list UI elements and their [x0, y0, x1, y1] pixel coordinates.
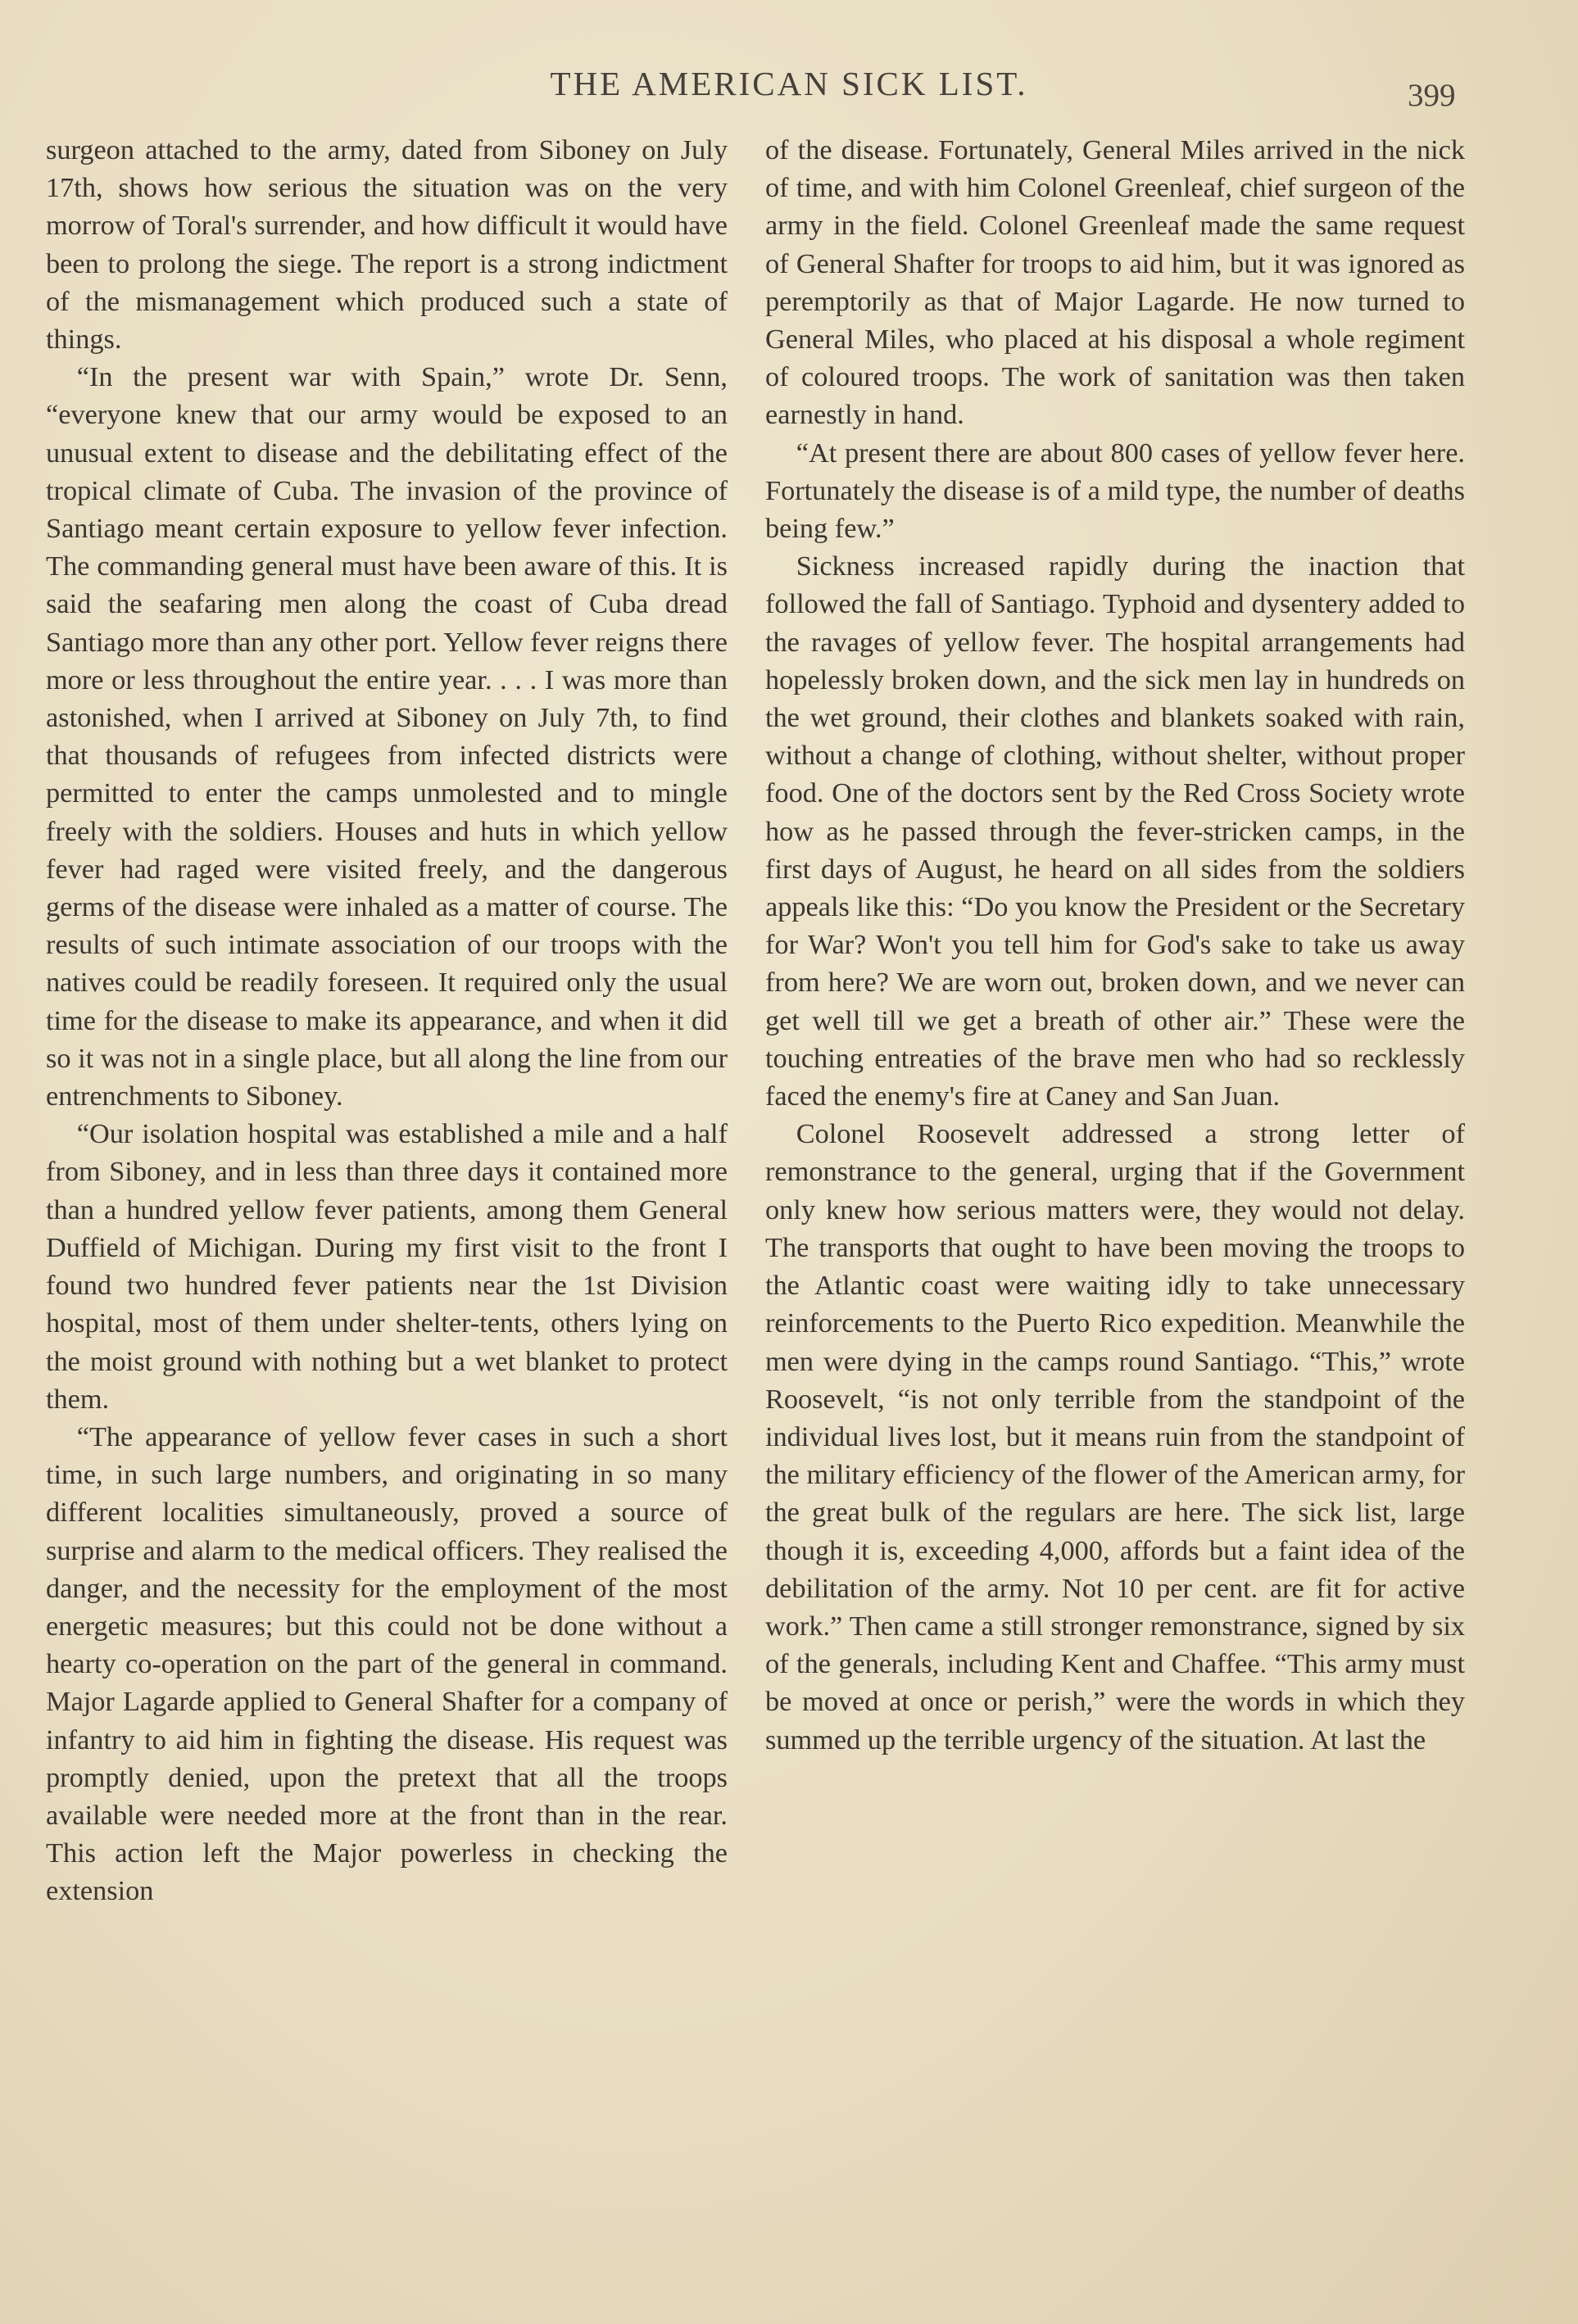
- paragraph: “The appearance of yellow fever cases in such a short time, in such large numbers, and originating in so many different localities simultaneously, proved a source of surprise and alarm to the medical officers. They realised the danger, and the necessity for the employment of the most energetic measures; but this could not be done without a hearty co-operation on the part of the general in command. Major Lagarde applied to General Shafter for a company of infantry to aid him in fighting the disease. His request was promptly denied, upon the pretext that all the troops available were needed more at the front than in the rear. This action left the Major powerless in checking the extension: [46, 1420, 728, 1907]
- paragraph: of the disease. Fortunately, General Miles arrived in the nick of time, and with him Colonel Greenleaf, chief surgeon of the army in the field. Colonel Greenleaf made the same request of General Shafter for troops to aid him, but it was ignored as peremptorily as that of Major Lagarde. He now turned to General Miles, who placed at his disposal a whole regiment of coloured troops. The work of sanitation was then taken earnestly in hand.: [765, 134, 1465, 431]
- paragraph: “In the present war with Spain,” wrote Dr. Senn, “everyone knew that our army would be exposed to an unusual extent to disease and the debilitating effect of the tropical climate of Cuba. The invasion of the province of Santiago meant certain exposure to yellow fever infection. The commanding general must have been aware of this. It is said the seafaring men along the coast of Cuba dread Santiago more than any other port. Yellow fever reigns there more or less throughout the entire year. . . . I was more than astonished, when I arrived at Siboney on July 7th, to find that thousands of refugees from infected districts were permitted to enter the camps unmolested and to mingle freely with the soldiers. Houses and huts in which yellow fever had raged were visited freely, and the dangerous germs of the disease were inhaled as a matter of course. The results of such intimate association of our troops with the natives could be readily foreseen. It required only the usual time for the disease to make its appearance, and when it did so it was not in a single place, but all along the line from our entrenchments to Siboney.: [46, 361, 728, 1112]
- paragraph: surgeon attached to the army, dated from Siboney on July 17th, shows how serious the situation was on the very morrow of Toral's surrender, and how difficult it would have been to prolong the siege. The report is a strong indictment of the mismanagement which produced such a state of things.: [46, 134, 728, 356]
- paragraph: Colonel Roosevelt addressed a strong letter of remonstrance to the general, urging that if the Government only knew how serious matters were, they would not delay. The transports that ought to have been moving the troops to the Atlantic coast were waiting idly to take unnecessary reinforcements to the Puerto Rico expedition. Meanwhile the men were dying in the camps round Santiago. “This,” wrote Roosevelt, “is not only terrible from the standpoint of the individual lives lost, but it means ruin from the standpoint of the military efficiency of the flower of the American army, for the great bulk of the regulars are here. The sick list, large though it is, exceeding 4,000, affords but a faint idea of the debilitation of the army. Not 10 per cent. are fit for active work.” Then came a still stronger remonstrance, signed by six of the generals, including Kent and Chaffee. “This army must be moved at once or perish,” were the words in which they summed up the terrible urgency of the situation. At last the: [765, 1118, 1465, 1755]
- paragraph: Sickness increased rapidly during the inaction that followed the fall of Santiago. Typhoid and dysentery added to the ravages of yellow fever. The hospital arrangements had hopelessly broken down, and the sick men lay in hundreds on the wet ground, their clothes and blankets soaked with rain, without a change of clothing, without shelter, without proper food. One of the doctors sent by the Red Cross Society wrote how as he passed through the fever-stricken camps, in the first days of August, he heard on all sides from the soldiers appeals like this: “Do you know the President or the Secretary for War? Won't you tell him for God's sake to take us away from here? We are worn out, broken down, and we never can get well till we get a breath of other air.” These were the touching entreaties of the brave men who had so recklessly faced the enemy's fire at Caney and San Juan.: [765, 550, 1465, 1112]
- running-head: [0, 64, 1578, 113]
- paragraph: “At present there are about 800 cases of yellow fever here. Fortunately the disease is of a mild type, the number of deaths being few.”: [765, 437, 1465, 545]
- page-number: 399: [1408, 78, 1456, 113]
- right-column: [765, 131, 1465, 2228]
- running-title: THE AMERICAN SICK LIST.: [550, 65, 1028, 102]
- left-column: [46, 131, 728, 2228]
- paragraph: “Our isolation hospital was established a mile and a half from Siboney, and in less than three days it contained more than a hundred yellow fever patients, among them General Duffield of Michigan. During my first visit to the front I found two hundred fever patients near the 1st Division hospital, most of them under shelter-tents, others lying on the moist ground with nothing but a wet blanket to protect them.: [46, 1118, 728, 1415]
